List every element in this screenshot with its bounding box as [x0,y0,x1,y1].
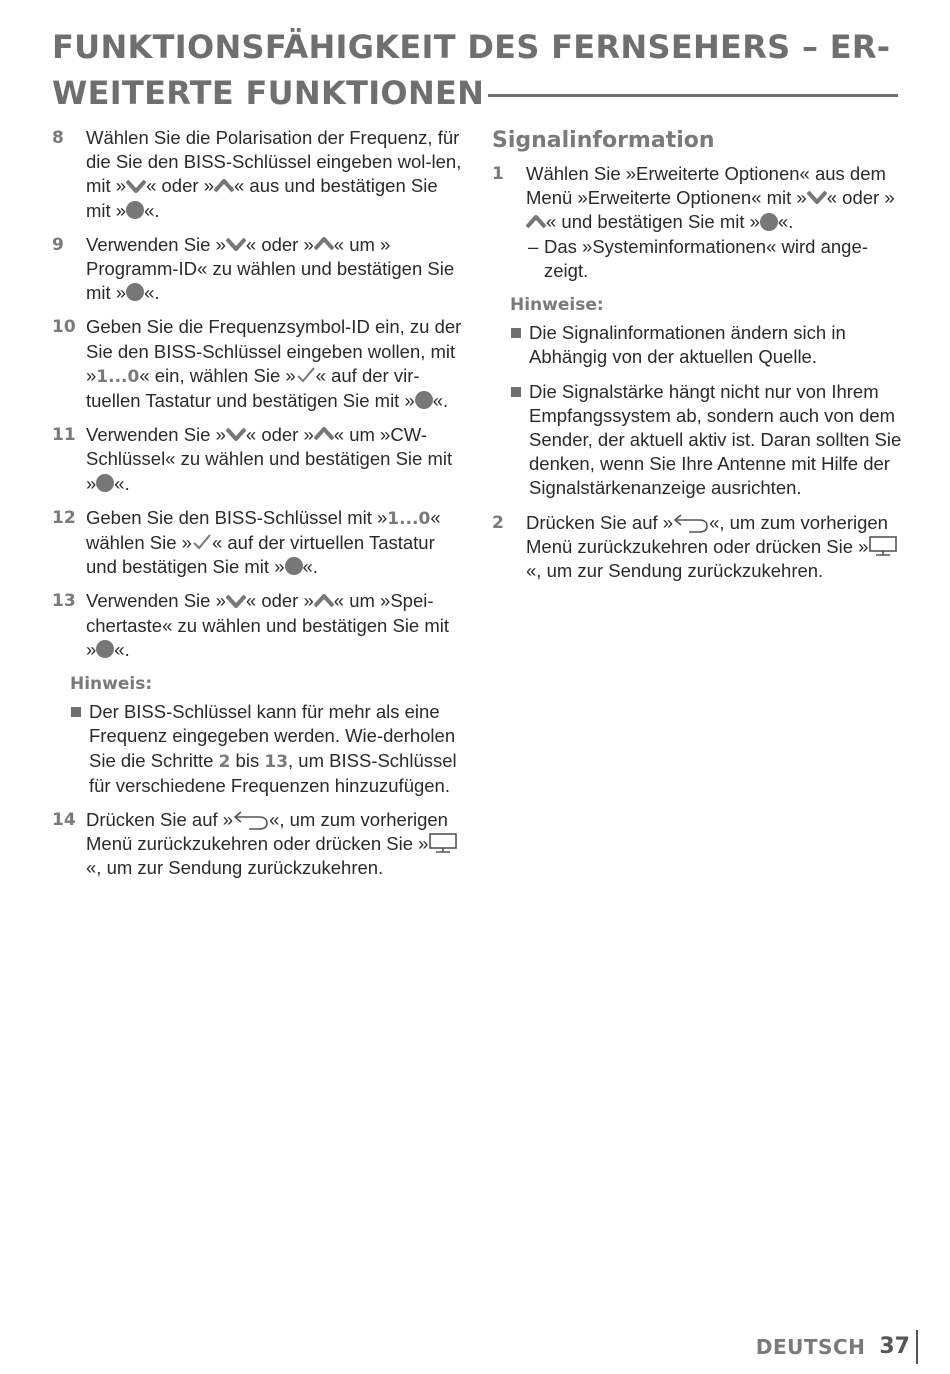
bullet-square-icon [511,387,521,397]
bullet-square-icon [511,328,521,338]
left-column [52,126,462,891]
note-heading: Hinweise: [510,295,604,316]
page-footer [756,1330,918,1364]
key-range: 1...0 [387,508,431,529]
step-number: 9 [52,234,64,255]
step-number: 12 [52,507,76,528]
step-number: 14 [52,810,76,831]
step-2: 2 Drücken Sie auf » «, um zum vorherigen Menü zurückzukehren oder drücken Sie »«, um zur Sendung zurückzukehren. [492,511,904,584]
page-title-line1: FUNKTIONSFÄHIGKEIT DES FERNSEHERS – ER- [52,28,891,66]
title-rule [488,94,898,97]
step-1: 1 Wählen Sie »Erweiterte Optionen« aus dem Menü »Erweiterte Optionen« mit » « oder »« und bestätigen Sie mit » «. – Das »Systeminformationen« wird ange-zeigt. [492,162,904,283]
step-8: 8 Wählen Sie die Polarisation der Frequenz, für die Sie den BISS-Schlüssel eingeben wol-len, mit » « oder » « aus und bestätigen Sie mit » «. [52,127,462,221]
chevron-up-icon [314,594,334,608]
tv-icon [428,832,458,854]
chevron-down-icon [226,594,246,608]
step-13: 13 Verwenden Sie » « oder » « um »Spei-chertaste« zu wählen und bestätigen Sie mit » «. [52,590,450,660]
step-number: 13 [52,591,76,612]
chevron-down-icon [226,237,246,251]
chevron-up-icon [314,427,334,441]
ok-button-icon [126,201,144,219]
note-heading: Hinweis: [70,674,153,695]
step-12: 12 Geben Sie den BISS-Schlüssel mit »1...0« wählen Sie » « auf der virtuellen Tastatur und bestätigen Sie mit » «. [52,506,441,578]
ok-button-icon [760,213,778,231]
key-range: 1...0 [96,366,140,387]
note-bullet: Die Signalstärke hängt nicht nur von Ihrem Empfangssystem ab, sondern auch von dem Sender, der aktuell aktiv ist. Daran sollten Sie denken, wenn Sie Ihre Antenne mit Hilfe der Signalstärkenanzeige ausrichten. [492,380,904,501]
bullet-square-icon [71,707,81,717]
section-title: Signalinformation [492,128,715,153]
page-title-line2: WEITERTE FUNKTIONEN [52,74,485,112]
step-9: 9 Verwenden Sie » « oder » « um » Programm-ID« zu wählen und bestätigen Sie mit » «. [52,233,455,304]
page-number: 37 [879,1330,918,1364]
right-column [492,126,904,593]
tv-icon [868,535,898,557]
note-bullet: Der BISS-Schlüssel kann für mehr als eine Frequenz eingegeben werden. Wie-derholen Sie die Schritte 2 bis 13, um BISS-Schlüssel für verschiedene Frequenzen hinzuzufügen. [52,700,462,798]
chevron-up-icon [214,179,234,193]
chevron-down-icon [126,179,146,193]
page-title [52,24,912,116]
step-14: 14 Drücken Sie auf » «, um zum vorherigen Menü zurückzukehren oder drücken Sie »«, um zur Sendung zurückzukehren. [52,808,462,881]
sub-result: – Das »Systeminformationen« wird ange-zeigt. [528,235,868,281]
step-number: 11 [52,425,76,446]
step-number: 8 [52,128,64,148]
step-number: 2 [492,512,504,533]
checkmark-icon [192,533,212,551]
footer-language: DEUTSCH [755,1335,866,1359]
note-bullet: Die Signalinformationen ändern sich in Abhängig von der aktuellen Quelle. [492,321,904,369]
ok-button-icon [126,283,144,301]
checkmark-icon [296,366,316,384]
step-10: 10 Geben Sie die Frequenzsymbol-ID ein, zu der Sie den BISS-Schlüssel eingeben wollen, mit »1...0« ein, wählen Sie » « auf der vir-tuellen Tastatur und bestätigen Sie mit » «. [52,316,462,412]
chevron-up-icon [526,215,546,229]
ok-button-icon [96,474,114,492]
ok-button-icon [285,557,303,575]
ok-button-icon [96,640,114,658]
chevron-up-icon [314,237,334,251]
back-arrow-icon [673,511,709,533]
ok-button-icon [415,391,433,409]
chevron-down-icon [807,190,827,204]
step-number: 1 [492,164,504,184]
step-number: 10 [52,317,76,338]
back-arrow-icon [233,808,269,830]
step-11: 11 Verwenden Sie » « oder » « um »CW-Schlüssel« zu wählen und bestätigen Sie mit » «. [52,424,453,494]
chevron-down-icon [226,427,246,441]
